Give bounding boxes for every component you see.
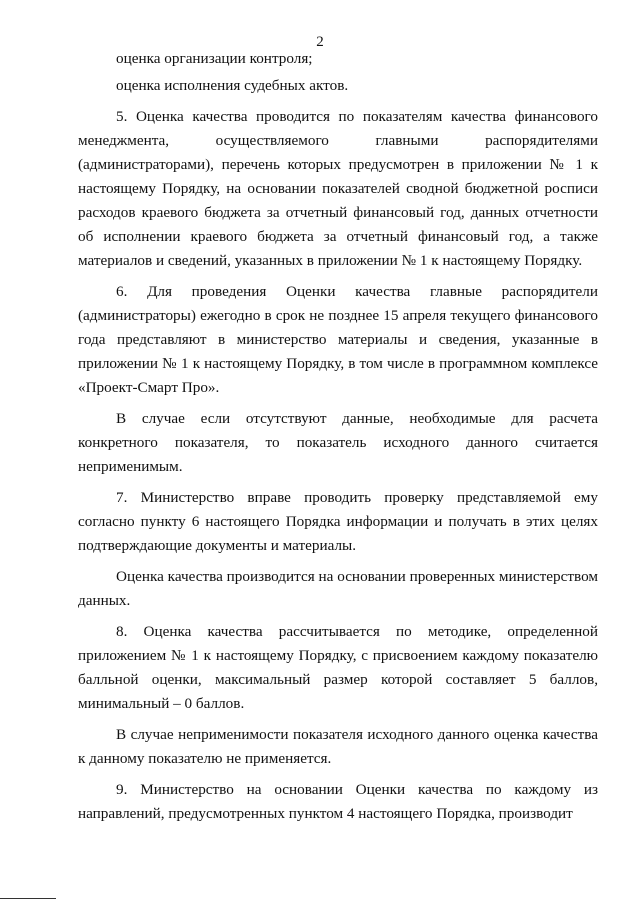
- paragraph-item-5: 5. Оценка качества проводится по показателям качества финансового менеджмента, осуществляемого главными распорядителями (администраторами), перечень которых предусмотрен в приложении № 1 к настоящему Порядку, на основании показателей сводной бюджетной росписи расходов краевого бюджета за отчетный финансовый год, данных отчетности об исполнении краевого бюджета за отчетный финансовый год, а также материалов и сведений, указанных в приложении № 1 к настоящему Порядку.: [78, 108, 598, 269]
- paragraph-item-6: 6. Для проведения Оценки качества главные распорядители (администраторы) ежегодно в срок не позднее 15 апреля текущего финансового года представляют в министерство материалы и сведения, указанные в приложении № 1 к настоящему Порядку, в том числе в программном комплексе «Проект-Смарт Про».: [78, 283, 598, 396]
- paragraph-item-8: 8. Оценка качества рассчитывается по методике, определенной приложением № 1 к настоящему Порядку, с присвоением каждому показателю балльной оценки, максимальный размер которой составляет 5 баллов, минимальный – 0 баллов.: [78, 623, 598, 712]
- footer-rule: [0, 898, 56, 899]
- document-body: [78, 47, 598, 833]
- paragraph-item-9: 9. Министерство на основании Оценки качества по каждому из направлений, предусмотренных пунктом 4 настоящего Порядка, производит: [78, 781, 598, 822]
- page-number: 2: [316, 34, 324, 50]
- paragraph-verified-data: Оценка качества производится на основании проверенных министерством данных.: [78, 568, 598, 609]
- paragraph-item-7: 7. Министерство вправе проводить проверку представляемой ему согласно пункту 6 настоящего Порядка информации и получать в этих целях подтверждающие документы и материалы.: [78, 489, 598, 554]
- paragraph-inapplicable-indicator: В случае неприменимости показателя исходного данного оценка качества к данному показателю не применяется.: [78, 726, 598, 767]
- paragraph-control-assessment: оценка организации контроля;: [116, 50, 313, 67]
- paragraph-court-acts-assessment: оценка исполнения судебных актов.: [116, 77, 349, 94]
- paragraph-missing-data: В случае если отсутствуют данные, необходимые для расчета конкретного показателя, то показатель исходного данного считается неприменимым.: [78, 410, 598, 475]
